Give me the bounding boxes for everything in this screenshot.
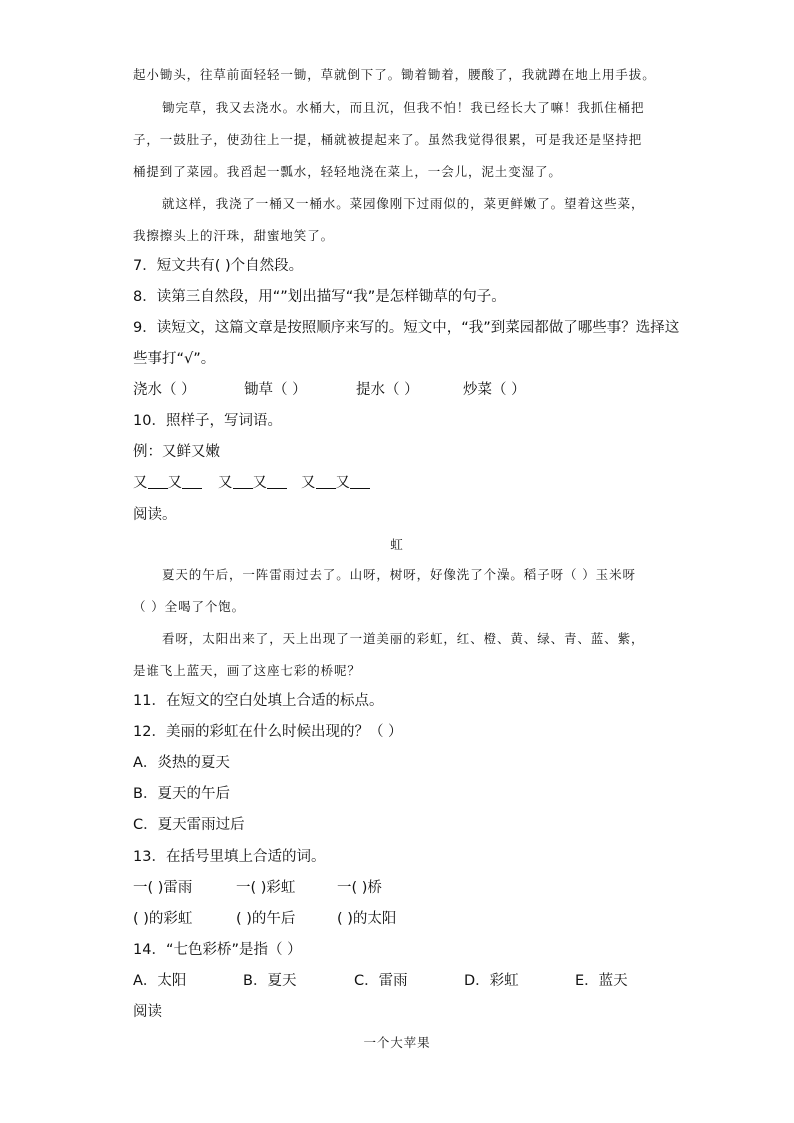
question-13-row2-item-1: ( )的彩虹	[133, 911, 193, 927]
question-8: 8．读第三自然段，用“”划出描写“我”是怎样锄草的句子。	[133, 289, 506, 305]
question-13-row1-item-3: 一( )桥	[337, 880, 382, 896]
question-12-option-a: A．炎热的夏天	[133, 755, 230, 771]
question-14-option-a: A．太阳	[133, 973, 187, 989]
passage2-line-4: 是谁飞上蓝天，画了这座七彩的桥呢？	[133, 663, 361, 678]
passage1-line-3: 子，一鼓肚子，使劲往上一提，桶就被提起来了。虽然我觉得很累，可是我还是坚持把	[133, 132, 643, 147]
question-12-option-c: C．夏天雷雨过后	[133, 817, 245, 833]
question-9-line-1: 9．读短文，这篇文章是按照顺序来写的。短文中，“我”到菜园都做了哪些事？选择这	[133, 320, 680, 336]
question-13-row1-item-2: 一( )彩虹	[236, 880, 296, 896]
passage1-line-4: 桶提到了菜园。我舀起一瓢水，轻轻地浇在菜上，一会儿，泥土变湿了。	[133, 164, 562, 179]
question-10-blank-2: 又 又	[218, 473, 287, 493]
question-14-stem: 14．“七色彩桥”是指（ ）	[133, 942, 302, 958]
question-7: 7．短文共有( )个自然段。	[133, 258, 304, 274]
question-10-example: 例：又鲜又嫩	[133, 444, 220, 460]
question-9-option-2: 锄草（ ）	[244, 382, 307, 398]
passage3-title: 一个大苹果	[363, 1035, 431, 1050]
passage2-line-1: 夏天的午后，一阵雷雨过去了。山呀，树呀，好像洗了个澡。稻子呀（ ）玉米呀	[162, 567, 636, 582]
question-9-line-2: 些事打“√”。	[133, 351, 216, 367]
question-13-title: 13．在括号里填上合适的词。	[133, 849, 326, 865]
reading-label-2: 阅读	[133, 1004, 162, 1020]
question-10-blank-1: 又 又	[133, 473, 202, 493]
question-9-option-3: 提水（ ）	[356, 382, 419, 398]
passage2-line-3: 看呀，太阳出来了，天上出现了一道美丽的彩虹，红、橙、黄、绿、青、蓝、紫，	[162, 631, 645, 646]
question-13-row2-item-3: ( )的太阳	[337, 911, 397, 927]
question-12-option-b: B．夏天的午后	[133, 786, 230, 802]
question-10-blank-3: 又 又	[301, 473, 370, 493]
question-14-option-b: B．夏天	[243, 973, 297, 989]
passage1-line-1: 起小锄头，往草前面轻轻一锄，草就倒下了。锄着锄着，腰酸了，我就蹲在地上用手拔。	[133, 67, 656, 82]
passage2-line-2: （ ）全喝了个饱。	[133, 599, 246, 614]
question-14-option-e: E．蓝天	[575, 973, 628, 989]
passage1-line-2: 锄完草，我又去浇水。水桶大，而且沉，但我不怕！我已经长大了嘛！我抓住桶把	[162, 100, 645, 115]
question-13-row2-item-2: ( )的午后	[236, 911, 296, 927]
passage1-line-6: 我擦擦头上的汗珠，甜蜜地笑了。	[133, 228, 335, 243]
passage1-line-5: 就这样，我浇了一桶又一桶水。菜园像刚下过雨似的，菜更鲜嫩了。望着这些菜，	[162, 196, 645, 211]
question-14-option-d: D．彩虹	[464, 973, 519, 989]
passage2-title: 虹	[390, 537, 404, 552]
question-9-option-1: 浇水（ ）	[133, 382, 196, 398]
question-13-row1-item-1: 一( )雷雨	[133, 880, 193, 896]
question-14-option-c: C．雷雨	[354, 973, 408, 989]
question-11: 11．在短文的空白处填上合适的标点。	[133, 693, 384, 709]
reading-label-1: 阅读。	[133, 507, 177, 523]
question-12-stem: 12．美丽的彩虹在什么时候出现的？（ ）	[133, 724, 403, 740]
question-9-option-4: 炒菜（ ）	[463, 382, 526, 398]
question-10-title: 10．照样子，写词语。	[133, 413, 282, 429]
